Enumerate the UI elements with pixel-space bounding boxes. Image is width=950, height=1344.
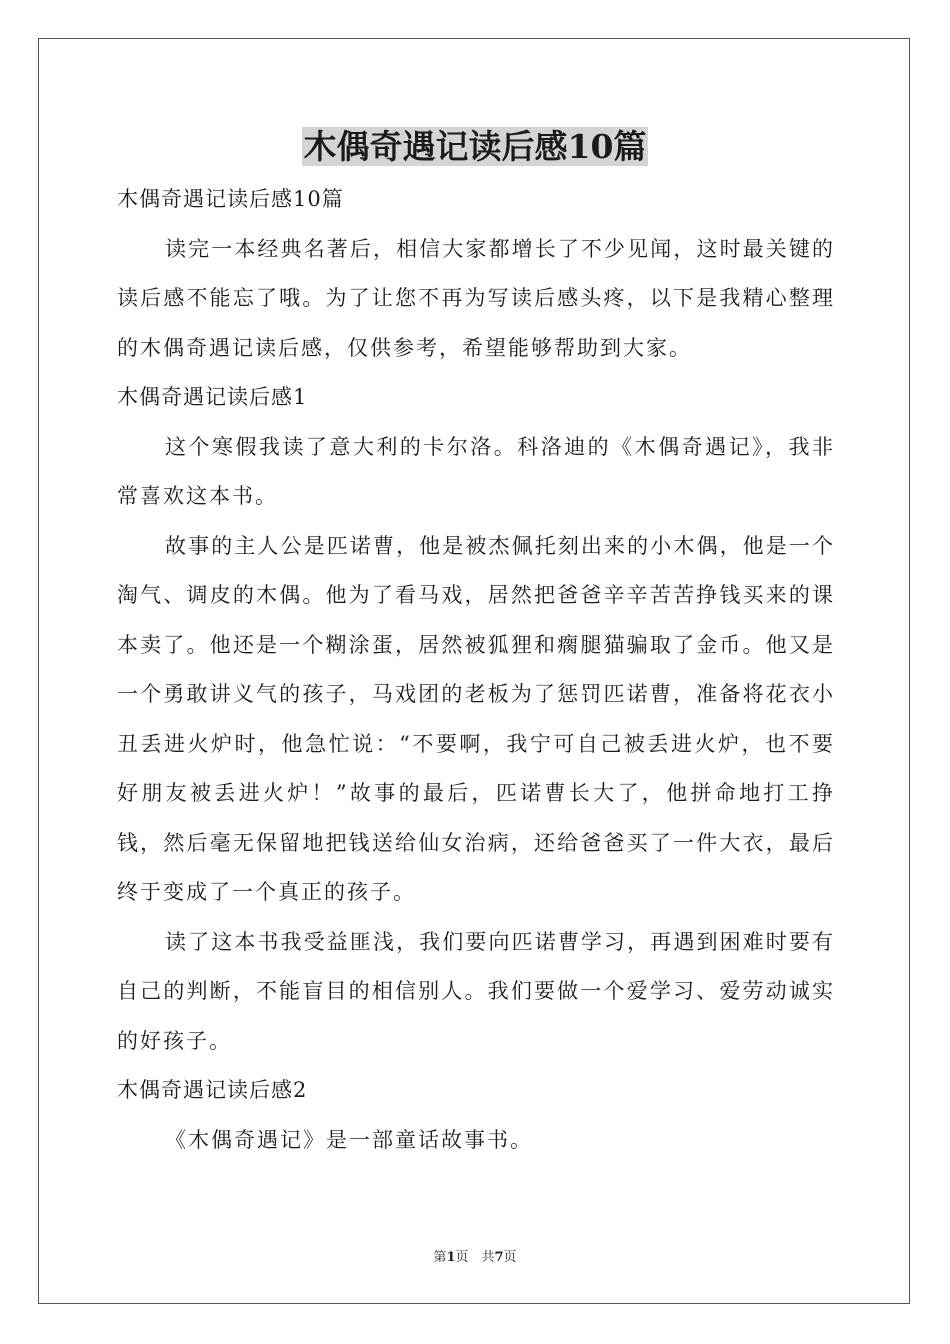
- page-footer: [0, 1246, 950, 1265]
- document-title-text: 木偶奇遇记读后感10篇: [303, 127, 647, 166]
- document-body: [117, 175, 835, 1165]
- body-paragraph: 故事的主人公是匹诺曹，他是被杰佩托刻出来的小木偶，他是一个淘气、调皮的木偶。他为了看马戏，居然把爸爸辛辛苦苦挣钱买来的课本卖了。他还是一个糊涂蛋，居然被狐狸和瘸腿猫骗取了金币。他又是一个勇敢讲义气的孩子，马戏团的老板为了惩罚匹诺曹，准备将花衣小丑丢进火炉时，他急忙说：“不要啊，我宁可自己被丢进火炉，也不要好朋友被丢进火炉！”故事的最后，匹诺曹长大了，他拼命地打工挣钱，然后毫无保留地把钱送给仙女治病，还给爸爸买了一件大衣，最后终于变成了一个真正的孩子。: [117, 533, 835, 904]
- footer-suffix: 页: [503, 1250, 517, 1265]
- footer-prefix: 第: [433, 1250, 447, 1265]
- total-pages-number: 7: [494, 1250, 504, 1265]
- current-page-number: 1: [446, 1250, 456, 1265]
- section-heading: 木偶奇遇记读后感2: [117, 1078, 308, 1102]
- body-paragraph: 读完一本经典名著后，相信大家都增长了不少见闻，这时最关键的读后感不能忘了哦。为了让您不再为写读后感头疼，以下是我精心整理的木偶奇遇记读后感，仅供参考，希望能够帮助到大家。: [117, 236, 835, 360]
- body-paragraph: 《木偶奇遇记》是一部童话故事书。: [165, 1127, 533, 1152]
- section-heading: 木偶奇遇记读后感1: [117, 385, 308, 409]
- section-heading: 木偶奇遇记读后感10篇: [117, 187, 344, 211]
- footer-middle: 页 共: [455, 1250, 495, 1265]
- body-paragraph: 这个寒假我读了意大利的卡尔洛。科洛迪的《木偶奇遇记》，我非常喜欢这本书。: [117, 434, 835, 508]
- body-paragraph: 读了这本书我受益匪浅，我们要向匹诺曹学习，再遇到困难时要有自己的判断，不能盲目的相信别人。我们要做一个爱学习、爱劳动诚实的好孩子。: [117, 929, 835, 1053]
- document-title: [0, 122, 950, 172]
